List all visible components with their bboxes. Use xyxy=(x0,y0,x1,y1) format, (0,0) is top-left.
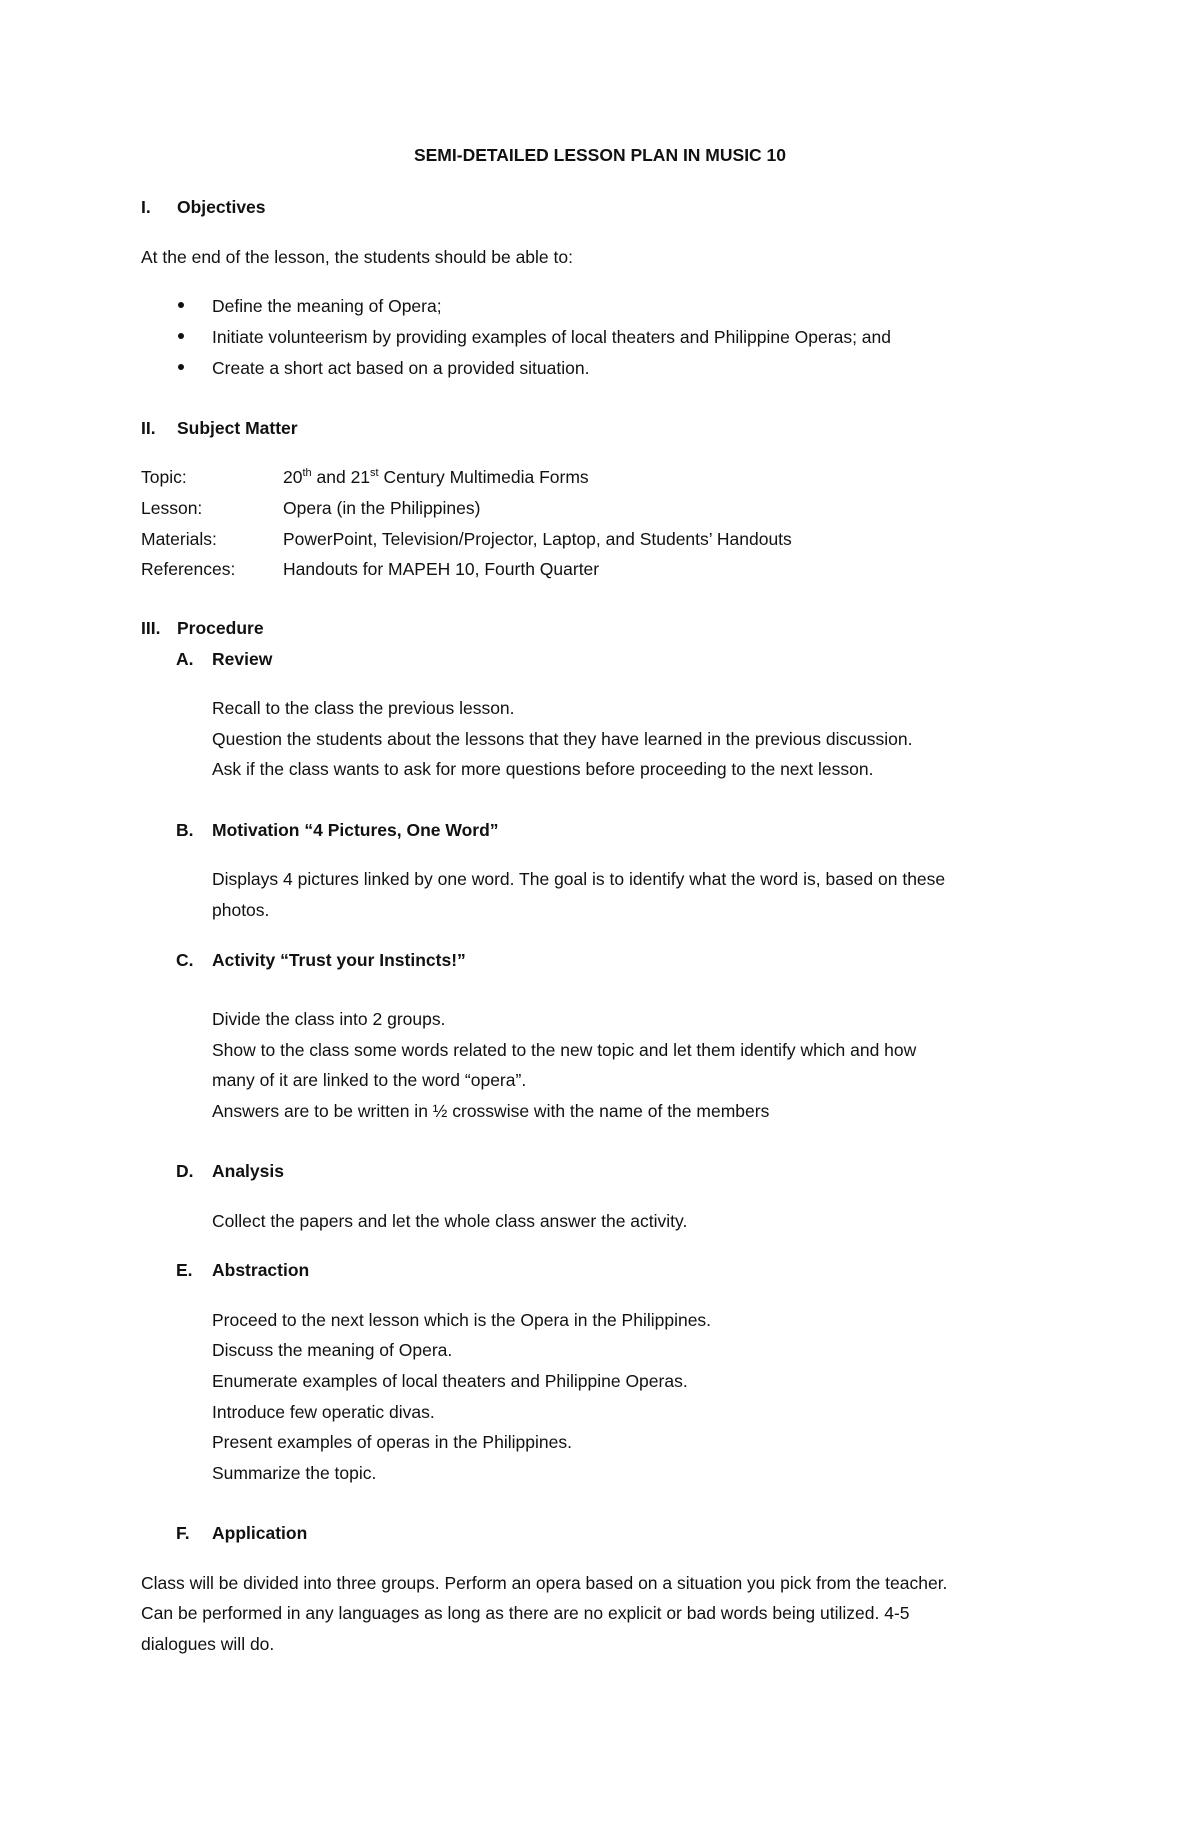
section-letter: C. xyxy=(176,950,194,970)
objectives-intro: At the end of the lesson, the students should be able to: xyxy=(141,247,573,267)
objectives-numeral: I. xyxy=(141,197,151,217)
section-letter: D. xyxy=(176,1161,194,1181)
section-line: Enumerate examples of local theaters and Philippine Operas. xyxy=(212,1371,688,1391)
section-line: Divide the class into 2 groups. xyxy=(212,1009,446,1029)
section-line: Question the students about the lessons that they have learned in the previous discussion. xyxy=(212,729,913,749)
subject-matter-numeral: II. xyxy=(141,418,156,438)
document-title: SEMI-DETAILED LESSON PLAN IN MUSIC 10 xyxy=(413,145,787,165)
bullet-icon xyxy=(178,364,184,370)
objective-item: Define the meaning of Opera; xyxy=(212,296,442,316)
subject-matter-heading: Subject Matter xyxy=(177,418,298,438)
bullet-icon xyxy=(178,333,184,339)
section-heading: Motivation “4 Pictures, One Word” xyxy=(212,820,499,840)
procedure-numeral: III. xyxy=(141,618,161,638)
section-letter: E. xyxy=(176,1260,193,1280)
materials-value: PowerPoint, Television/Projector, Laptop, and Students’ Handouts xyxy=(283,529,792,549)
section-line: photos. xyxy=(212,900,270,920)
topic-value: 20th and 21st Century Multimedia Forms xyxy=(283,467,589,487)
section-heading: Review xyxy=(212,649,273,669)
section-letter: B. xyxy=(176,820,194,840)
section-heading: Application xyxy=(212,1523,308,1543)
objective-item: Initiate volunteerism by providing examples of local theaters and Philippine Operas; and xyxy=(212,327,891,347)
section-line: Show to the class some words related to the new topic and let them identify which and how xyxy=(212,1040,917,1060)
section-line: Collect the papers and let the whole class answer the activity. xyxy=(212,1211,688,1231)
bullet-icon xyxy=(178,302,184,308)
section-line: Class will be divided into three groups. Perform an opera based on a situation you pick from the teacher. xyxy=(141,1573,948,1593)
topic-label: Topic: xyxy=(141,467,187,487)
section-line: Discuss the meaning of Opera. xyxy=(212,1340,453,1360)
lesson-label: Lesson: xyxy=(141,498,203,518)
section-line: Present examples of operas in the Philippines. xyxy=(212,1432,572,1452)
section-line: Displays 4 pictures linked by one word. The goal is to identify what the word is, based on these xyxy=(212,869,946,889)
section-line: Answers are to be written in ½ crosswise with the name of the members xyxy=(212,1101,770,1121)
section-line: Recall to the class the previous lesson. xyxy=(212,698,515,718)
section-line: Ask if the class wants to ask for more questions before proceeding to the next lesson. xyxy=(212,759,874,779)
section-heading: Activity “Trust your Instincts!” xyxy=(212,950,466,970)
materials-label: Materials: xyxy=(141,529,217,549)
section-line: many of it are linked to the word “opera”. xyxy=(212,1070,527,1090)
section-line: Can be performed in any languages as long as there are no explicit or bad words being utilized. 4-5 xyxy=(141,1603,910,1623)
section-letter: F. xyxy=(176,1523,190,1543)
section-line: Introduce few operatic divas. xyxy=(212,1402,435,1422)
procedure-heading: Procedure xyxy=(177,618,264,638)
objective-item: Create a short act based on a provided situation. xyxy=(212,358,590,378)
section-heading: Abstraction xyxy=(212,1260,310,1280)
lesson-value: Opera (in the Philippines) xyxy=(283,498,481,518)
references-value: Handouts for MAPEH 10, Fourth Quarter xyxy=(283,559,600,579)
section-letter: A. xyxy=(176,649,194,669)
section-heading: Analysis xyxy=(212,1161,284,1181)
references-label: References: xyxy=(141,559,236,579)
section-line: Summarize the topic. xyxy=(212,1463,377,1483)
section-line: Proceed to the next lesson which is the Opera in the Philippines. xyxy=(212,1310,712,1330)
objectives-heading: Objectives xyxy=(177,197,266,217)
section-line: dialogues will do. xyxy=(141,1634,275,1654)
